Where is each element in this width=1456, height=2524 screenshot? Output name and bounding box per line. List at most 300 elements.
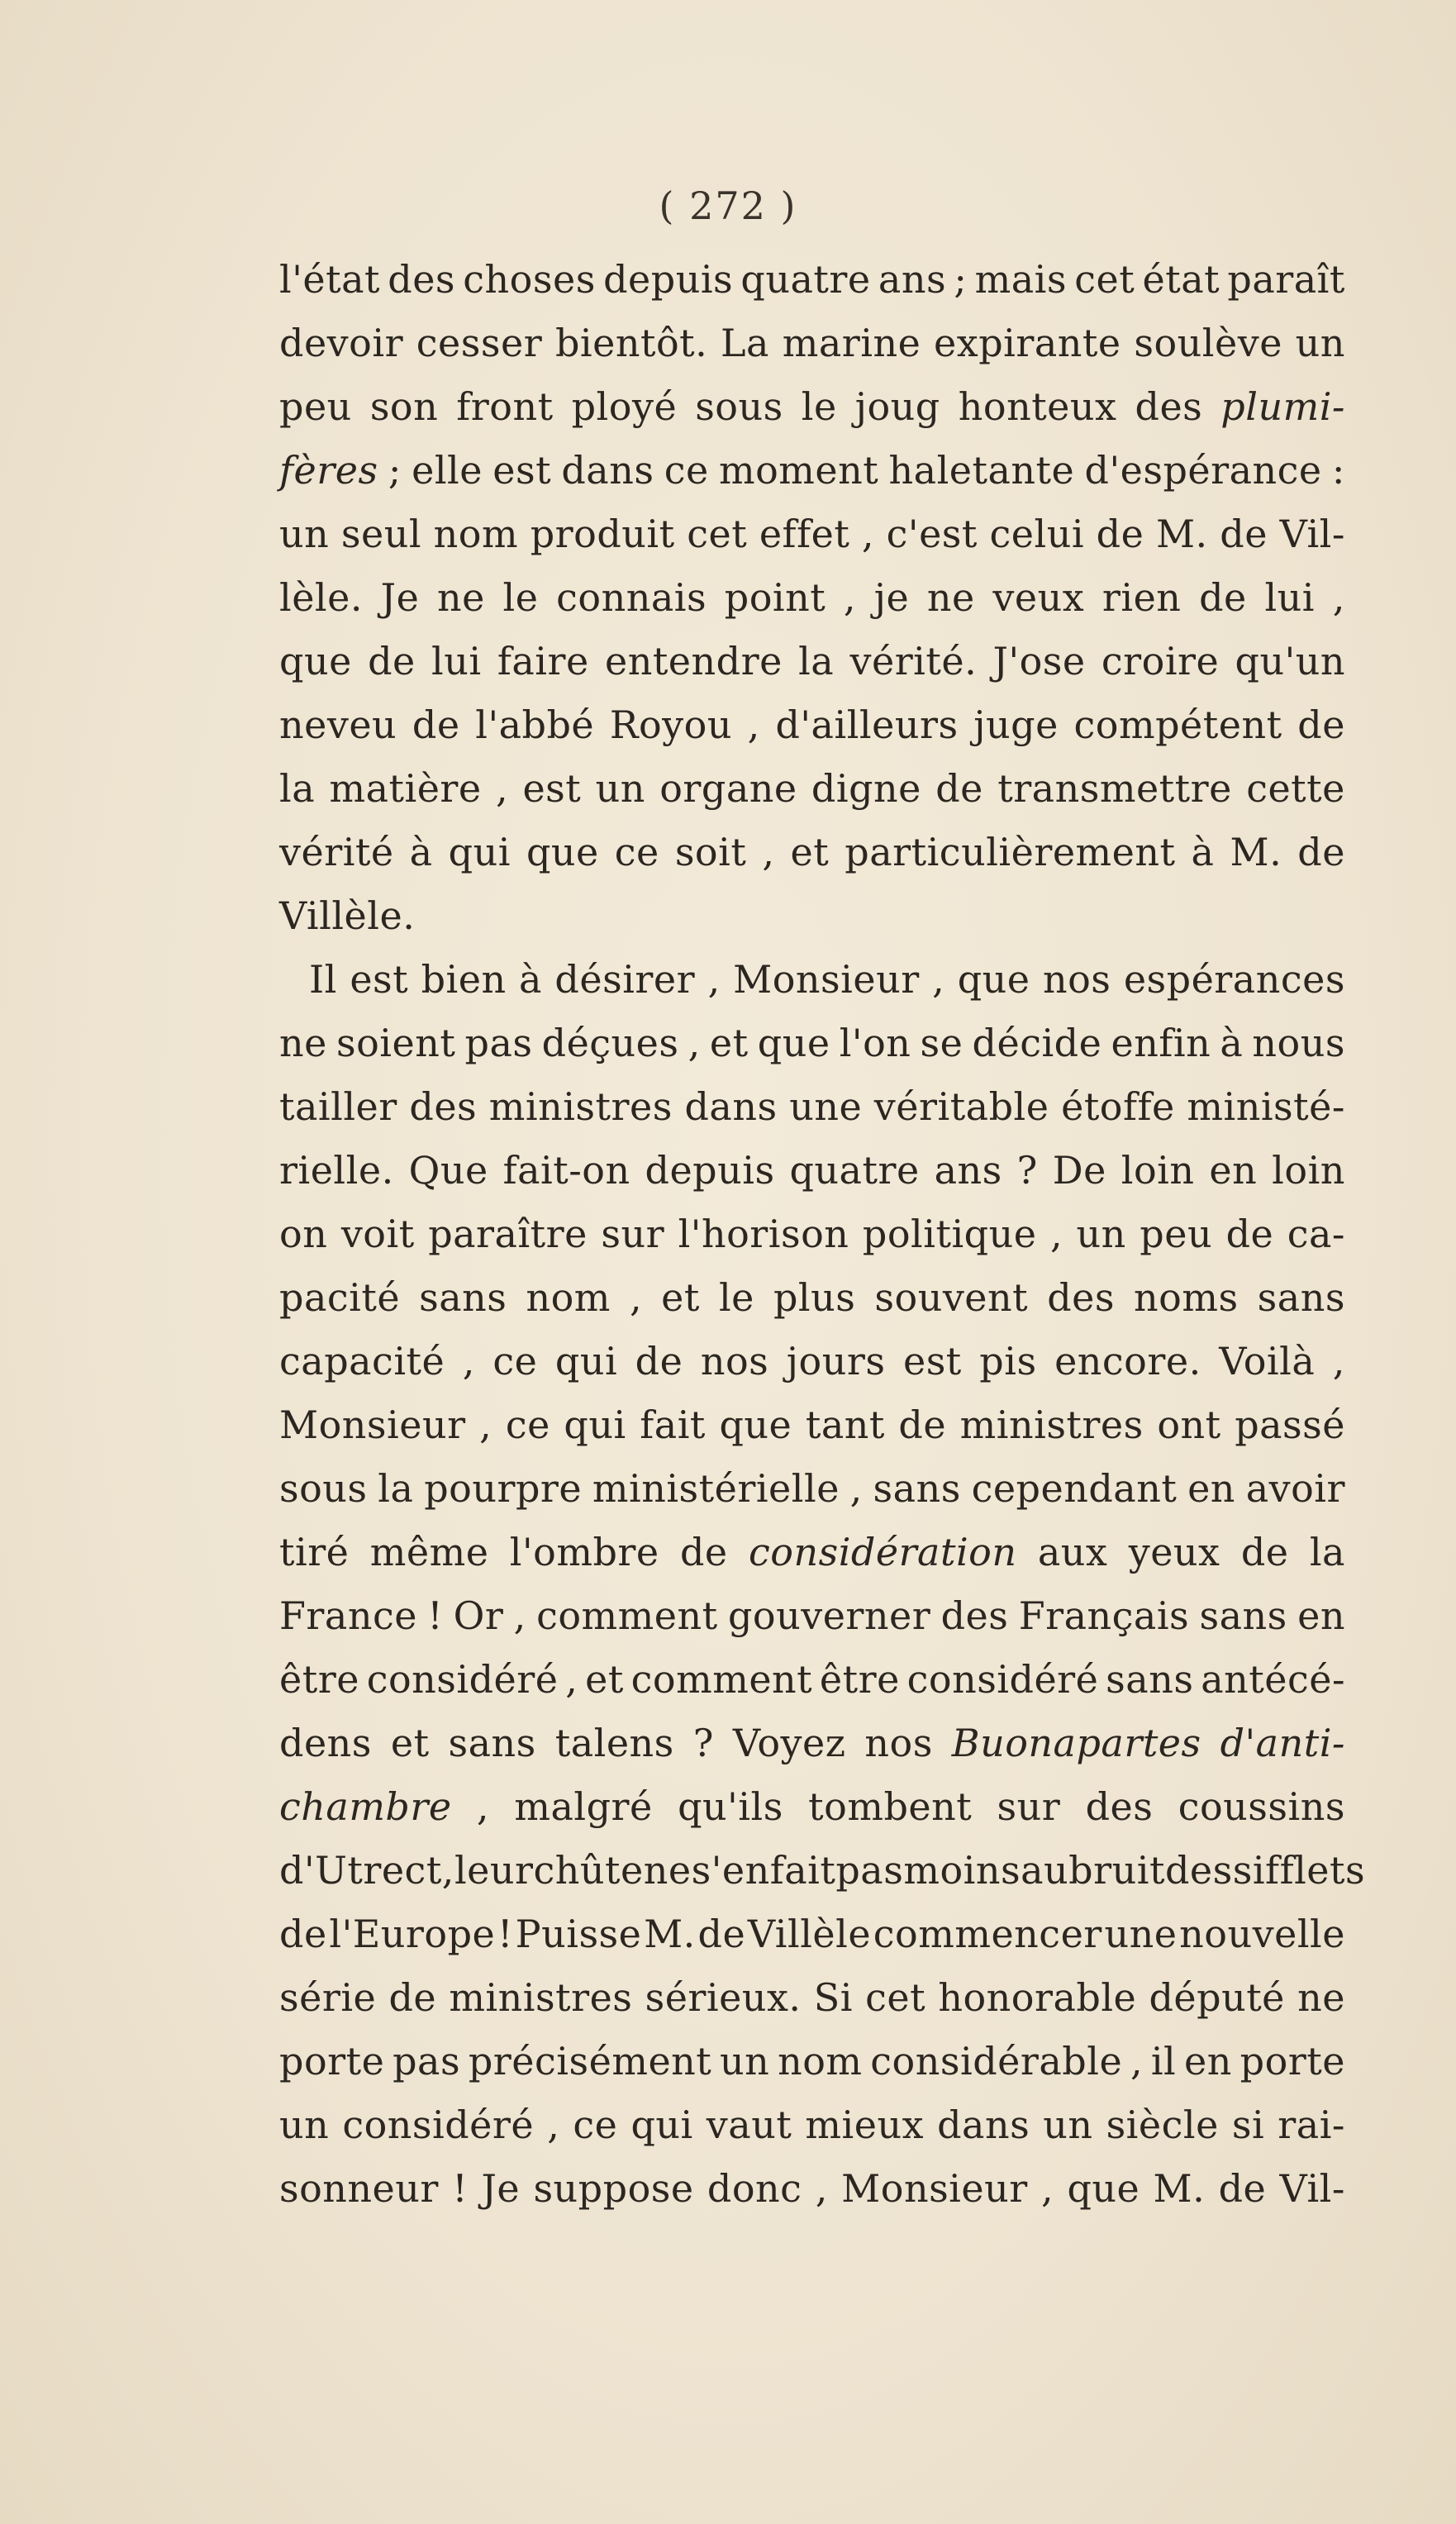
word: soulève bbox=[1134, 321, 1282, 365]
word: nous bbox=[1252, 1021, 1345, 1065]
word: et bbox=[709, 1021, 749, 1065]
text-line bbox=[279, 1330, 1345, 1393]
word: un bbox=[720, 2039, 770, 2083]
word: compétent bbox=[1073, 702, 1282, 747]
word: ! bbox=[427, 1593, 444, 1638]
word: entendre bbox=[604, 639, 783, 683]
word: en bbox=[1184, 2039, 1232, 2083]
word: que bbox=[957, 957, 1030, 1002]
text-line bbox=[279, 2093, 1345, 2157]
word: ne bbox=[279, 1021, 327, 1065]
word: ? bbox=[692, 1721, 714, 1765]
word: comment bbox=[630, 1657, 813, 1702]
word: mais bbox=[974, 257, 1067, 302]
word: de bbox=[1240, 1530, 1289, 1574]
word: si bbox=[1231, 2103, 1265, 2147]
word: considéré bbox=[342, 2103, 535, 2147]
word: d'Utrect, bbox=[279, 1848, 454, 1893]
word: qui bbox=[554, 1339, 618, 1383]
word: devoir bbox=[279, 321, 404, 365]
text-line bbox=[279, 1075, 1345, 1139]
word: et bbox=[585, 1657, 624, 1702]
word: ont bbox=[1157, 1402, 1221, 1447]
word: La bbox=[720, 321, 769, 365]
word: une bbox=[789, 1084, 863, 1129]
word: veux bbox=[992, 575, 1085, 620]
word: cet bbox=[865, 1975, 926, 2020]
word: le bbox=[502, 575, 539, 620]
text-line bbox=[279, 1457, 1345, 1521]
word: d'espérance bbox=[1084, 448, 1322, 493]
word: haletante bbox=[888, 448, 1075, 493]
word: la bbox=[1309, 1530, 1345, 1574]
word: de bbox=[1225, 1212, 1274, 1256]
word: dens bbox=[279, 1721, 372, 1765]
word: ca- bbox=[1287, 1212, 1345, 1256]
word: Si bbox=[813, 1975, 853, 2020]
word: fait bbox=[640, 1402, 706, 1447]
word: cet bbox=[1074, 257, 1135, 302]
word: encore. bbox=[1054, 1339, 1201, 1383]
word: choses bbox=[463, 257, 596, 302]
text-line bbox=[279, 630, 1345, 693]
word: cesser bbox=[416, 321, 543, 365]
word: quatre bbox=[789, 1148, 920, 1193]
word: quatre bbox=[740, 257, 871, 302]
word: lèle. bbox=[279, 575, 363, 620]
word: d'ailleurs bbox=[775, 702, 959, 747]
word: de bbox=[679, 1530, 728, 1574]
word: elle bbox=[412, 448, 483, 493]
word: Je bbox=[481, 2166, 521, 2211]
word: voit bbox=[340, 1212, 415, 1256]
word: tant bbox=[805, 1402, 885, 1447]
word: avoir bbox=[1245, 1466, 1345, 1511]
word: qu'ils bbox=[678, 1784, 783, 1829]
word: Or bbox=[453, 1593, 504, 1638]
word: au bbox=[1021, 1848, 1069, 1893]
word: sans bbox=[873, 1466, 961, 1511]
word: qui bbox=[564, 1402, 626, 1447]
word: en bbox=[1209, 1148, 1258, 1193]
word: sans bbox=[1199, 1593, 1287, 1638]
text-line bbox=[279, 248, 1345, 312]
word: rielle. bbox=[279, 1148, 394, 1193]
word: ? bbox=[1016, 1148, 1038, 1193]
word: porte bbox=[1240, 2039, 1345, 2083]
word: Je bbox=[380, 575, 420, 620]
word: coussins bbox=[1178, 1784, 1345, 1829]
word: M. bbox=[1230, 830, 1282, 874]
text-line bbox=[279, 2157, 1345, 2221]
word: enfin bbox=[1111, 1021, 1211, 1065]
word: nos bbox=[700, 1339, 769, 1383]
text-line bbox=[279, 1712, 1345, 1775]
word: effet bbox=[759, 512, 850, 556]
text-line bbox=[279, 1012, 1345, 1075]
word: , bbox=[843, 575, 857, 620]
word: que bbox=[526, 830, 599, 874]
word: Voilà bbox=[1219, 1339, 1316, 1383]
word: noms bbox=[1134, 1275, 1239, 1320]
word: même bbox=[369, 1530, 489, 1574]
word: ! bbox=[452, 2166, 469, 2211]
word: ce bbox=[573, 2103, 618, 2147]
word: Puisse bbox=[515, 1912, 642, 1956]
word: sur bbox=[997, 1784, 1061, 1829]
word: , bbox=[513, 1593, 526, 1638]
word: la bbox=[378, 1466, 414, 1511]
word: dans bbox=[561, 448, 654, 493]
word: de bbox=[1220, 512, 1268, 556]
word: ne bbox=[926, 575, 975, 620]
word: digne bbox=[811, 766, 921, 811]
word: lui bbox=[1264, 575, 1316, 620]
word: considération bbox=[749, 1530, 1017, 1574]
word: M. bbox=[1153, 2166, 1206, 2211]
word: pourpre bbox=[424, 1466, 583, 1511]
word: antécé- bbox=[1201, 1657, 1345, 1702]
word: peu bbox=[1140, 1212, 1213, 1256]
word: Vil- bbox=[1279, 512, 1345, 556]
word: bien bbox=[421, 957, 507, 1002]
word: De bbox=[1052, 1148, 1106, 1193]
text-line bbox=[279, 312, 1345, 375]
text-line bbox=[279, 566, 1345, 630]
word: Royou bbox=[609, 702, 732, 747]
word: que bbox=[279, 639, 352, 683]
word: des bbox=[1047, 1275, 1115, 1320]
word: ministres bbox=[488, 1084, 673, 1129]
text-line bbox=[279, 1966, 1345, 2030]
word: ministres bbox=[449, 1975, 633, 2020]
word: des bbox=[409, 1084, 478, 1129]
word: est bbox=[522, 766, 582, 811]
word: des bbox=[388, 257, 456, 302]
word: passé bbox=[1235, 1402, 1345, 1447]
word: moment bbox=[718, 448, 879, 493]
word: M. bbox=[1155, 512, 1208, 556]
word: vérité bbox=[279, 830, 394, 874]
word: paraître bbox=[428, 1212, 588, 1256]
word: sans bbox=[1106, 1657, 1194, 1702]
word: , bbox=[1130, 2039, 1144, 2083]
word: connais bbox=[556, 575, 707, 620]
word: , bbox=[476, 1784, 490, 1829]
text-line bbox=[279, 1584, 1345, 1648]
text-line bbox=[279, 1266, 1345, 1330]
word: , bbox=[688, 1021, 701, 1065]
word: l'horison bbox=[678, 1212, 849, 1256]
word: de bbox=[412, 702, 460, 747]
word: bientôt. bbox=[554, 321, 708, 365]
word: chambre bbox=[279, 1784, 452, 1829]
word: J'ose bbox=[992, 639, 1086, 683]
word: plumi- bbox=[1220, 384, 1345, 429]
word: la bbox=[279, 766, 316, 811]
word: la bbox=[798, 639, 835, 683]
word: c'est bbox=[886, 512, 978, 556]
word: , bbox=[849, 1466, 863, 1511]
word: considéré bbox=[906, 1657, 1099, 1702]
word: qui bbox=[630, 2103, 693, 2147]
word: je bbox=[873, 575, 910, 620]
word: comment bbox=[536, 1593, 718, 1638]
word: Buonapartes bbox=[951, 1721, 1201, 1765]
word: considérable bbox=[870, 2039, 1123, 2083]
word: que bbox=[719, 1402, 792, 1447]
word: un bbox=[279, 2103, 330, 2147]
word: Monsieur bbox=[733, 957, 920, 1002]
word: en bbox=[1187, 1466, 1235, 1511]
word: : bbox=[1331, 448, 1345, 493]
word: Que bbox=[408, 1148, 488, 1193]
word: l'abbé bbox=[475, 702, 595, 747]
text-line bbox=[279, 502, 1345, 566]
word: souvent bbox=[874, 1275, 1029, 1320]
word: de bbox=[279, 1912, 327, 1956]
word: des bbox=[1164, 1848, 1233, 1893]
word: un bbox=[1076, 1212, 1126, 1256]
word: à bbox=[1191, 830, 1215, 874]
word: , bbox=[547, 2103, 560, 2147]
text-line bbox=[279, 1775, 1345, 1839]
word: tiré bbox=[279, 1530, 350, 1574]
text-line bbox=[279, 821, 1345, 884]
text-line bbox=[279, 1393, 1345, 1457]
word: , bbox=[861, 512, 875, 556]
word: celui bbox=[989, 512, 1085, 556]
word: est bbox=[350, 957, 409, 1002]
word: des bbox=[1085, 1784, 1154, 1829]
word: seul bbox=[340, 512, 422, 556]
word: tailler bbox=[279, 1084, 397, 1129]
word: paraît bbox=[1227, 257, 1345, 302]
word: on bbox=[279, 1212, 328, 1256]
word: de bbox=[935, 766, 983, 811]
word: être bbox=[279, 1657, 359, 1702]
word: marine bbox=[782, 321, 921, 365]
word: pas bbox=[464, 1021, 533, 1065]
word: suppose bbox=[533, 2166, 694, 2211]
word: porte bbox=[279, 2039, 385, 2083]
word: lui bbox=[431, 639, 482, 683]
word: député bbox=[1149, 1975, 1285, 2020]
word: à bbox=[409, 830, 433, 874]
word: honteux bbox=[958, 384, 1117, 429]
word: véritable bbox=[873, 1084, 1049, 1129]
word: croire bbox=[1101, 639, 1220, 683]
word: de bbox=[1218, 2166, 1267, 2211]
word: qui bbox=[448, 830, 511, 874]
word: nos bbox=[1042, 957, 1111, 1002]
word: dans bbox=[684, 1084, 778, 1129]
word: , bbox=[629, 1275, 643, 1320]
word: l'état bbox=[279, 257, 380, 302]
word: gouverner bbox=[727, 1593, 931, 1638]
word: , bbox=[565, 1657, 578, 1702]
word: que bbox=[757, 1021, 830, 1065]
word: chûte bbox=[533, 1848, 644, 1893]
word: ne bbox=[643, 1848, 692, 1893]
word: pis bbox=[979, 1339, 1037, 1383]
text-line bbox=[279, 884, 1345, 948]
word: , bbox=[479, 1402, 492, 1447]
word: sur bbox=[601, 1212, 665, 1256]
word: sans bbox=[448, 1721, 536, 1765]
word: déçues bbox=[541, 1021, 679, 1065]
word: ne bbox=[437, 575, 485, 620]
word: sans bbox=[1257, 1275, 1345, 1320]
word: malgré bbox=[514, 1784, 653, 1829]
word: ministres bbox=[959, 1402, 1144, 1447]
word: se bbox=[920, 1021, 964, 1065]
word: expirante bbox=[934, 321, 1121, 365]
text-line bbox=[279, 375, 1345, 439]
word: à bbox=[519, 957, 542, 1002]
word: nouvelle bbox=[1179, 1912, 1345, 1956]
word: , bbox=[932, 957, 945, 1002]
word: ministé- bbox=[1187, 1084, 1345, 1129]
word: de bbox=[697, 1912, 746, 1956]
word: politique bbox=[862, 1212, 1037, 1256]
word: sérieux. bbox=[645, 1975, 802, 2020]
word: juge bbox=[973, 702, 1059, 747]
word: soit bbox=[674, 830, 747, 874]
word: cet bbox=[687, 512, 748, 556]
word: fait bbox=[769, 1848, 836, 1893]
word: de bbox=[1096, 512, 1144, 556]
word: ce bbox=[614, 830, 659, 874]
word: le bbox=[718, 1275, 754, 1320]
word: nom bbox=[526, 1275, 611, 1320]
word: état bbox=[1142, 257, 1220, 302]
word: talens bbox=[554, 1721, 674, 1765]
word: s'en bbox=[691, 1848, 770, 1893]
word: pas bbox=[835, 1848, 904, 1893]
word: , bbox=[762, 830, 775, 874]
body-text bbox=[279, 248, 1366, 2221]
word: précisément bbox=[468, 2039, 712, 2083]
word: , bbox=[1332, 575, 1345, 620]
word: un bbox=[595, 766, 645, 811]
word: , bbox=[1049, 1212, 1063, 1256]
word: donc bbox=[707, 2166, 802, 2211]
word: ! bbox=[497, 1912, 513, 1956]
word: bruit bbox=[1068, 1848, 1165, 1893]
text-line bbox=[279, 1202, 1345, 1266]
word: pacité bbox=[279, 1275, 401, 1320]
word: et bbox=[390, 1721, 430, 1765]
word: qu'un bbox=[1235, 639, 1345, 683]
word: ce bbox=[505, 1402, 550, 1447]
word: sans bbox=[419, 1275, 507, 1320]
word: de bbox=[1297, 830, 1345, 874]
word: siècle bbox=[1106, 2103, 1219, 2147]
word: , bbox=[462, 1339, 475, 1383]
word: leur bbox=[454, 1848, 534, 1893]
text-line bbox=[279, 1839, 1366, 1903]
word: Monsieur bbox=[279, 1402, 466, 1447]
word: d'anti- bbox=[1220, 1721, 1345, 1765]
word: fait-on bbox=[502, 1148, 630, 1193]
word: sous bbox=[695, 384, 783, 429]
word: mieux bbox=[805, 2103, 925, 2147]
word: une bbox=[1104, 1912, 1178, 1956]
word: sonneur bbox=[279, 2166, 439, 2211]
word: être bbox=[819, 1657, 900, 1702]
word: ce bbox=[492, 1339, 538, 1383]
word: de bbox=[898, 1402, 947, 1447]
word: Monsieur bbox=[841, 2166, 1028, 2211]
text-line bbox=[279, 693, 1345, 757]
word: point bbox=[724, 575, 826, 620]
word: Villèle. bbox=[279, 893, 416, 938]
word: peu bbox=[279, 384, 352, 429]
word: espérances bbox=[1123, 957, 1345, 1002]
word: il bbox=[1150, 2039, 1177, 2083]
word: moins bbox=[903, 1848, 1021, 1893]
word: de bbox=[368, 639, 416, 683]
word: faire bbox=[497, 639, 589, 683]
word: est bbox=[492, 448, 552, 493]
word: ne bbox=[1297, 1975, 1345, 2020]
page-number: ( 272 ) bbox=[659, 183, 797, 228]
word: neveu bbox=[279, 702, 397, 747]
word: matière bbox=[329, 766, 482, 811]
word: son bbox=[369, 384, 439, 429]
word: loin bbox=[1272, 1148, 1345, 1193]
word: des bbox=[1135, 384, 1203, 429]
word: considéré bbox=[366, 1657, 559, 1702]
word: vaut bbox=[706, 2103, 792, 2147]
word: ce bbox=[664, 448, 709, 493]
word: l'on bbox=[839, 1021, 911, 1065]
word: de bbox=[1297, 702, 1345, 747]
word: France bbox=[279, 1593, 417, 1638]
word: ans bbox=[878, 257, 947, 302]
text-line bbox=[279, 2030, 1345, 2093]
word: est bbox=[902, 1339, 962, 1383]
word: vérité. bbox=[849, 639, 978, 683]
word: commencer bbox=[873, 1912, 1102, 1956]
word: capacité bbox=[279, 1339, 445, 1383]
text-line bbox=[279, 1903, 1345, 1966]
word: joug bbox=[854, 384, 940, 429]
text-line bbox=[279, 1521, 1345, 1584]
word: , bbox=[815, 2166, 828, 2211]
word: sous bbox=[279, 1466, 368, 1511]
word: que bbox=[1067, 2166, 1140, 2211]
word: et bbox=[661, 1275, 700, 1320]
word: tombent bbox=[808, 1784, 973, 1829]
text-line bbox=[279, 757, 1345, 821]
word: Vil- bbox=[1279, 2166, 1345, 2211]
word: produit bbox=[530, 512, 675, 556]
word: nom bbox=[778, 2039, 863, 2083]
word: cette bbox=[1246, 766, 1345, 811]
word: étoffe bbox=[1061, 1084, 1175, 1129]
word: jours bbox=[786, 1339, 886, 1383]
word: le bbox=[801, 384, 837, 429]
word: M. bbox=[644, 1912, 696, 1956]
word: aux bbox=[1037, 1530, 1108, 1574]
word: et bbox=[790, 830, 830, 874]
word: , bbox=[707, 957, 721, 1002]
word: , bbox=[1332, 1339, 1345, 1383]
word: en bbox=[1297, 1593, 1345, 1638]
word: à bbox=[1220, 1021, 1244, 1065]
